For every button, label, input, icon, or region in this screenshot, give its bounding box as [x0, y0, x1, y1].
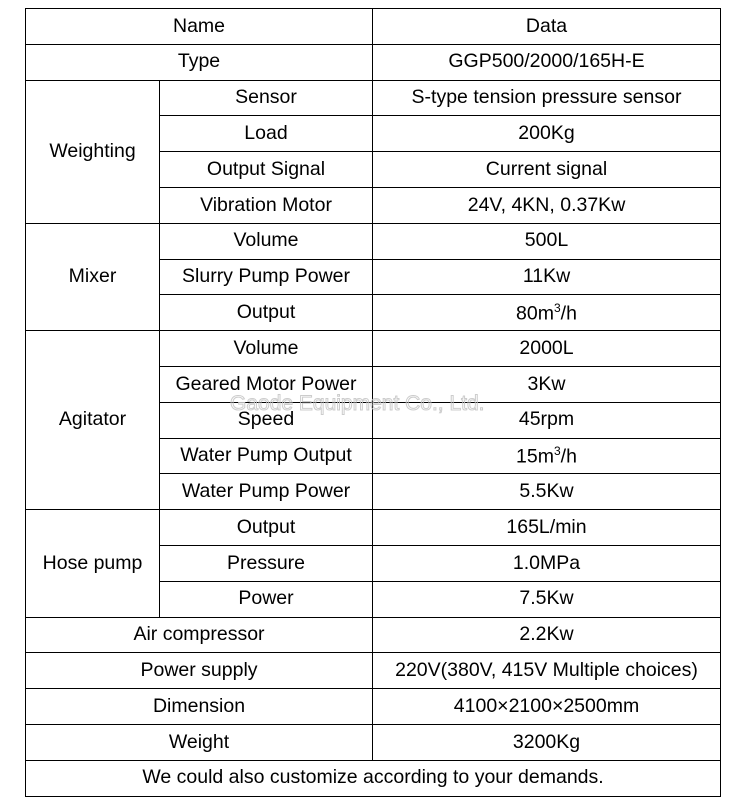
row-label: Slurry Pump Power	[160, 259, 373, 295]
note-row	[26, 760, 721, 796]
row-label: Speed	[160, 402, 373, 438]
value-end: /h	[560, 445, 577, 468]
dimension-value: 4100×2100×2500mm	[373, 689, 721, 725]
value-end: /h	[560, 302, 577, 325]
row-label: Vibration Motor	[160, 187, 373, 223]
group-weighting: Weighting	[26, 80, 160, 223]
table-row	[26, 510, 721, 546]
row-label: Sensor	[160, 80, 373, 116]
power-supply-value: 220V(380V, 415V Multiple choices)	[373, 653, 721, 689]
group-mixer: Mixer	[26, 223, 160, 330]
row-value: Current signal	[373, 152, 721, 188]
row-label: Output	[160, 295, 373, 331]
row-label: Water Pump Output	[160, 438, 373, 474]
row-label: Water Pump Power	[160, 474, 373, 510]
row-value: 3Kw	[373, 366, 721, 402]
group-agitator: Agitator	[26, 331, 160, 510]
row-value: 45rpm	[373, 402, 721, 438]
air-compressor-value: 2.2Kw	[373, 617, 721, 653]
row-label: Pressure	[160, 545, 373, 581]
row-value: 7.5Kw	[373, 581, 721, 617]
row-label: Output	[160, 510, 373, 546]
row-value: 500L	[373, 223, 721, 259]
row-value: 200Kg	[373, 116, 721, 152]
row-value	[373, 295, 721, 331]
table-row	[26, 223, 721, 259]
value-main: 15m	[516, 445, 554, 468]
dimension-label: Dimension	[26, 689, 373, 725]
weight-label: Weight	[26, 724, 373, 760]
weight-value: 3200Kg	[373, 724, 721, 760]
row-value: 1.0MPa	[373, 545, 721, 581]
row-label: Volume	[160, 331, 373, 367]
row-value: 5.5Kw	[373, 474, 721, 510]
value-sup: 3	[553, 300, 561, 315]
row-label: Volume	[160, 223, 373, 259]
table-row	[26, 724, 721, 760]
row-value: 11Kw	[373, 259, 721, 295]
header-name: Name	[26, 9, 373, 45]
spec-table	[25, 8, 721, 797]
value-sup: 3	[553, 443, 561, 458]
table-row	[26, 80, 721, 116]
air-compressor-label: Air compressor	[26, 617, 373, 653]
table-row	[26, 617, 721, 653]
row-label: Power	[160, 581, 373, 617]
header-row	[26, 9, 721, 45]
row-label: Load	[160, 116, 373, 152]
row-value: 2000L	[373, 331, 721, 367]
type-label: Type	[26, 44, 373, 80]
row-label: Geared Motor Power	[160, 366, 373, 402]
row-value	[373, 438, 721, 474]
power-supply-label: Power supply	[26, 653, 373, 689]
row-label: Output Signal	[160, 152, 373, 188]
type-value: GGP500/2000/165H-E	[373, 44, 721, 80]
row-value: 24V, 4KN, 0.37Kw	[373, 187, 721, 223]
row-value: S-type tension pressure sensor	[373, 80, 721, 116]
row-value: 165L/min	[373, 510, 721, 546]
watermark: Gaode Equipment Co., Ltd.	[230, 392, 485, 415]
table-row	[26, 689, 721, 725]
value-main: 80m	[516, 302, 554, 325]
group-hose-pump: Hose pump	[26, 510, 160, 617]
header-data: Data	[373, 9, 721, 45]
type-row	[26, 44, 721, 80]
customize-note: We could also customize according to your demands.	[26, 760, 721, 796]
table-row	[26, 653, 721, 689]
table-row	[26, 331, 721, 367]
